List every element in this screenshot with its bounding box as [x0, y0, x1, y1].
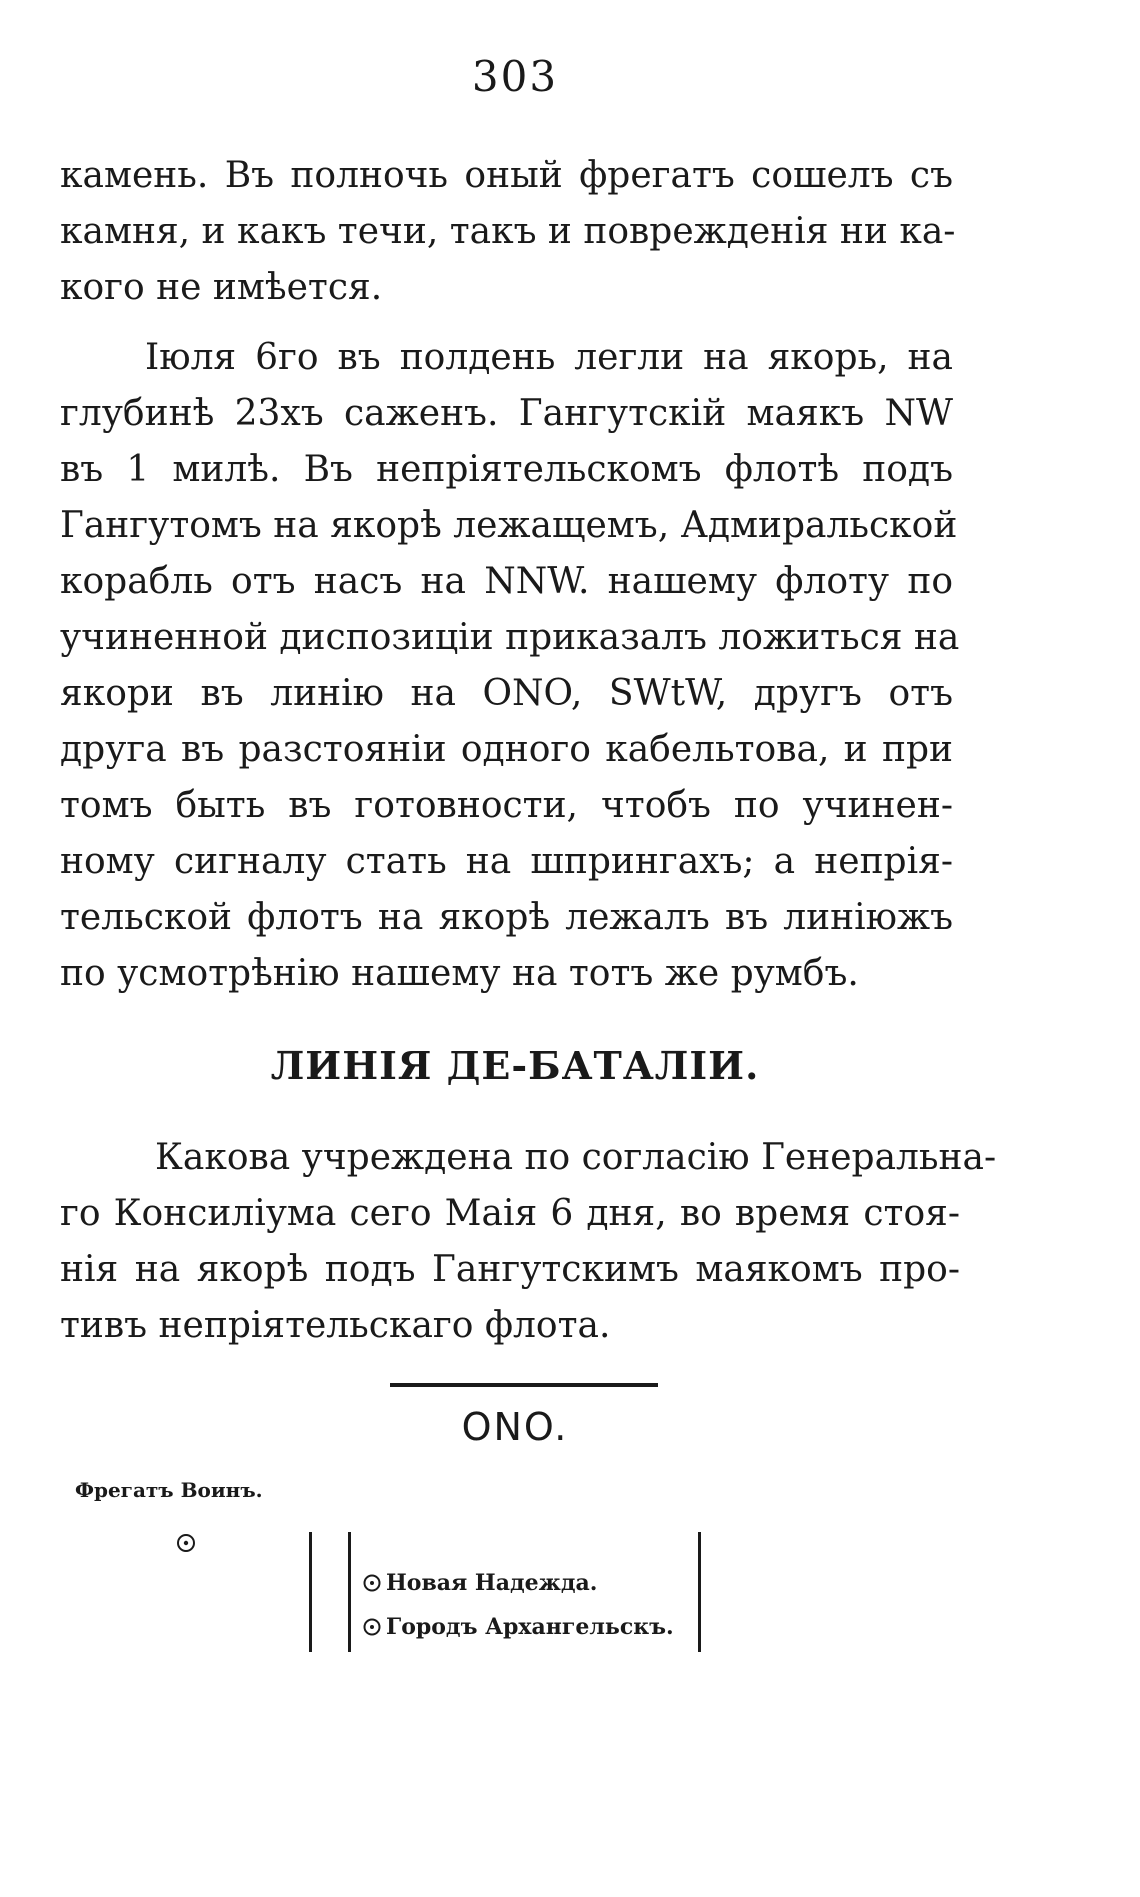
ship-name: Городъ Архангельскъ. [386, 1614, 674, 1640]
text-line: нія на якорѣ подъ Гангутскимъ маякомъ про- [60, 1249, 960, 1290]
line-of-battle-diagram [309, 1532, 701, 1652]
wind-direction: ONO. [461, 1405, 569, 1449]
ship-name: Новая Надежда. [386, 1570, 598, 1596]
ship-entry [362, 1614, 674, 1640]
ship-marker-icon [362, 1573, 382, 1593]
text-line: Іюля 6го въ полдень легли на якорь, на [145, 337, 953, 378]
paragraph-3 [60, 1130, 997, 1354]
text-line: тельской флотъ на якорѣ лежалъ въ линіюжъ [60, 897, 953, 938]
text-line: корабль отъ насъ на NNW. нашему флоту по [60, 561, 953, 602]
text-line: якори въ линію на ONO, SWtW, другъ отъ [60, 673, 953, 714]
text-line: камня, и какъ течи, такъ и поврежденія ни ка- [60, 211, 956, 252]
text-line: тивъ непріятельскаго флота. [60, 1305, 611, 1346]
text-line: друга въ разстояніи одного кабельтова, и при [60, 729, 953, 770]
paragraph-1 [60, 148, 956, 316]
text-line: по усмотрѣнію нашему на тотъ же румбъ. [60, 953, 859, 994]
ship-marker-icon [362, 1617, 382, 1637]
ship-entry [362, 1570, 597, 1596]
text-line: кого не имѣется. [60, 267, 383, 308]
text-line: учиненной диспозиціи приказалъ ложиться на [60, 617, 960, 658]
text-line: въ 1 милѣ. Въ непріятельскомъ флотѣ подъ [60, 449, 953, 490]
section-heading: ЛИНІЯ ДЕ-БАТАЛІИ. [270, 1043, 760, 1088]
frigate-label: Фрегатъ Воинъ. [75, 1478, 263, 1502]
page-number: 303 [471, 52, 559, 101]
text-line: ному сигналу стать на шпрингахъ; а непрія- [60, 841, 953, 882]
text-line: Какова учреждена по согласію Генеральна- [155, 1137, 997, 1178]
text-line: го Консиліума сего Маія 6 дня, во время стоя- [60, 1193, 960, 1234]
paragraph-2 [60, 330, 960, 1002]
text-line: камень. Въ полночь оный фрегатъ сошелъ съ [60, 155, 953, 196]
divider-rule [390, 1383, 658, 1387]
text-line: Гангутомъ на якорѣ лежащемъ, Адмиральской [60, 505, 958, 546]
text-line: глубинѣ 23хъ саженъ. Гангутскій маякъ NW [60, 393, 953, 434]
ship-marker-icon [175, 1532, 197, 1554]
text-line: томъ быть въ готовности, чтобъ по учинен- [60, 785, 953, 826]
